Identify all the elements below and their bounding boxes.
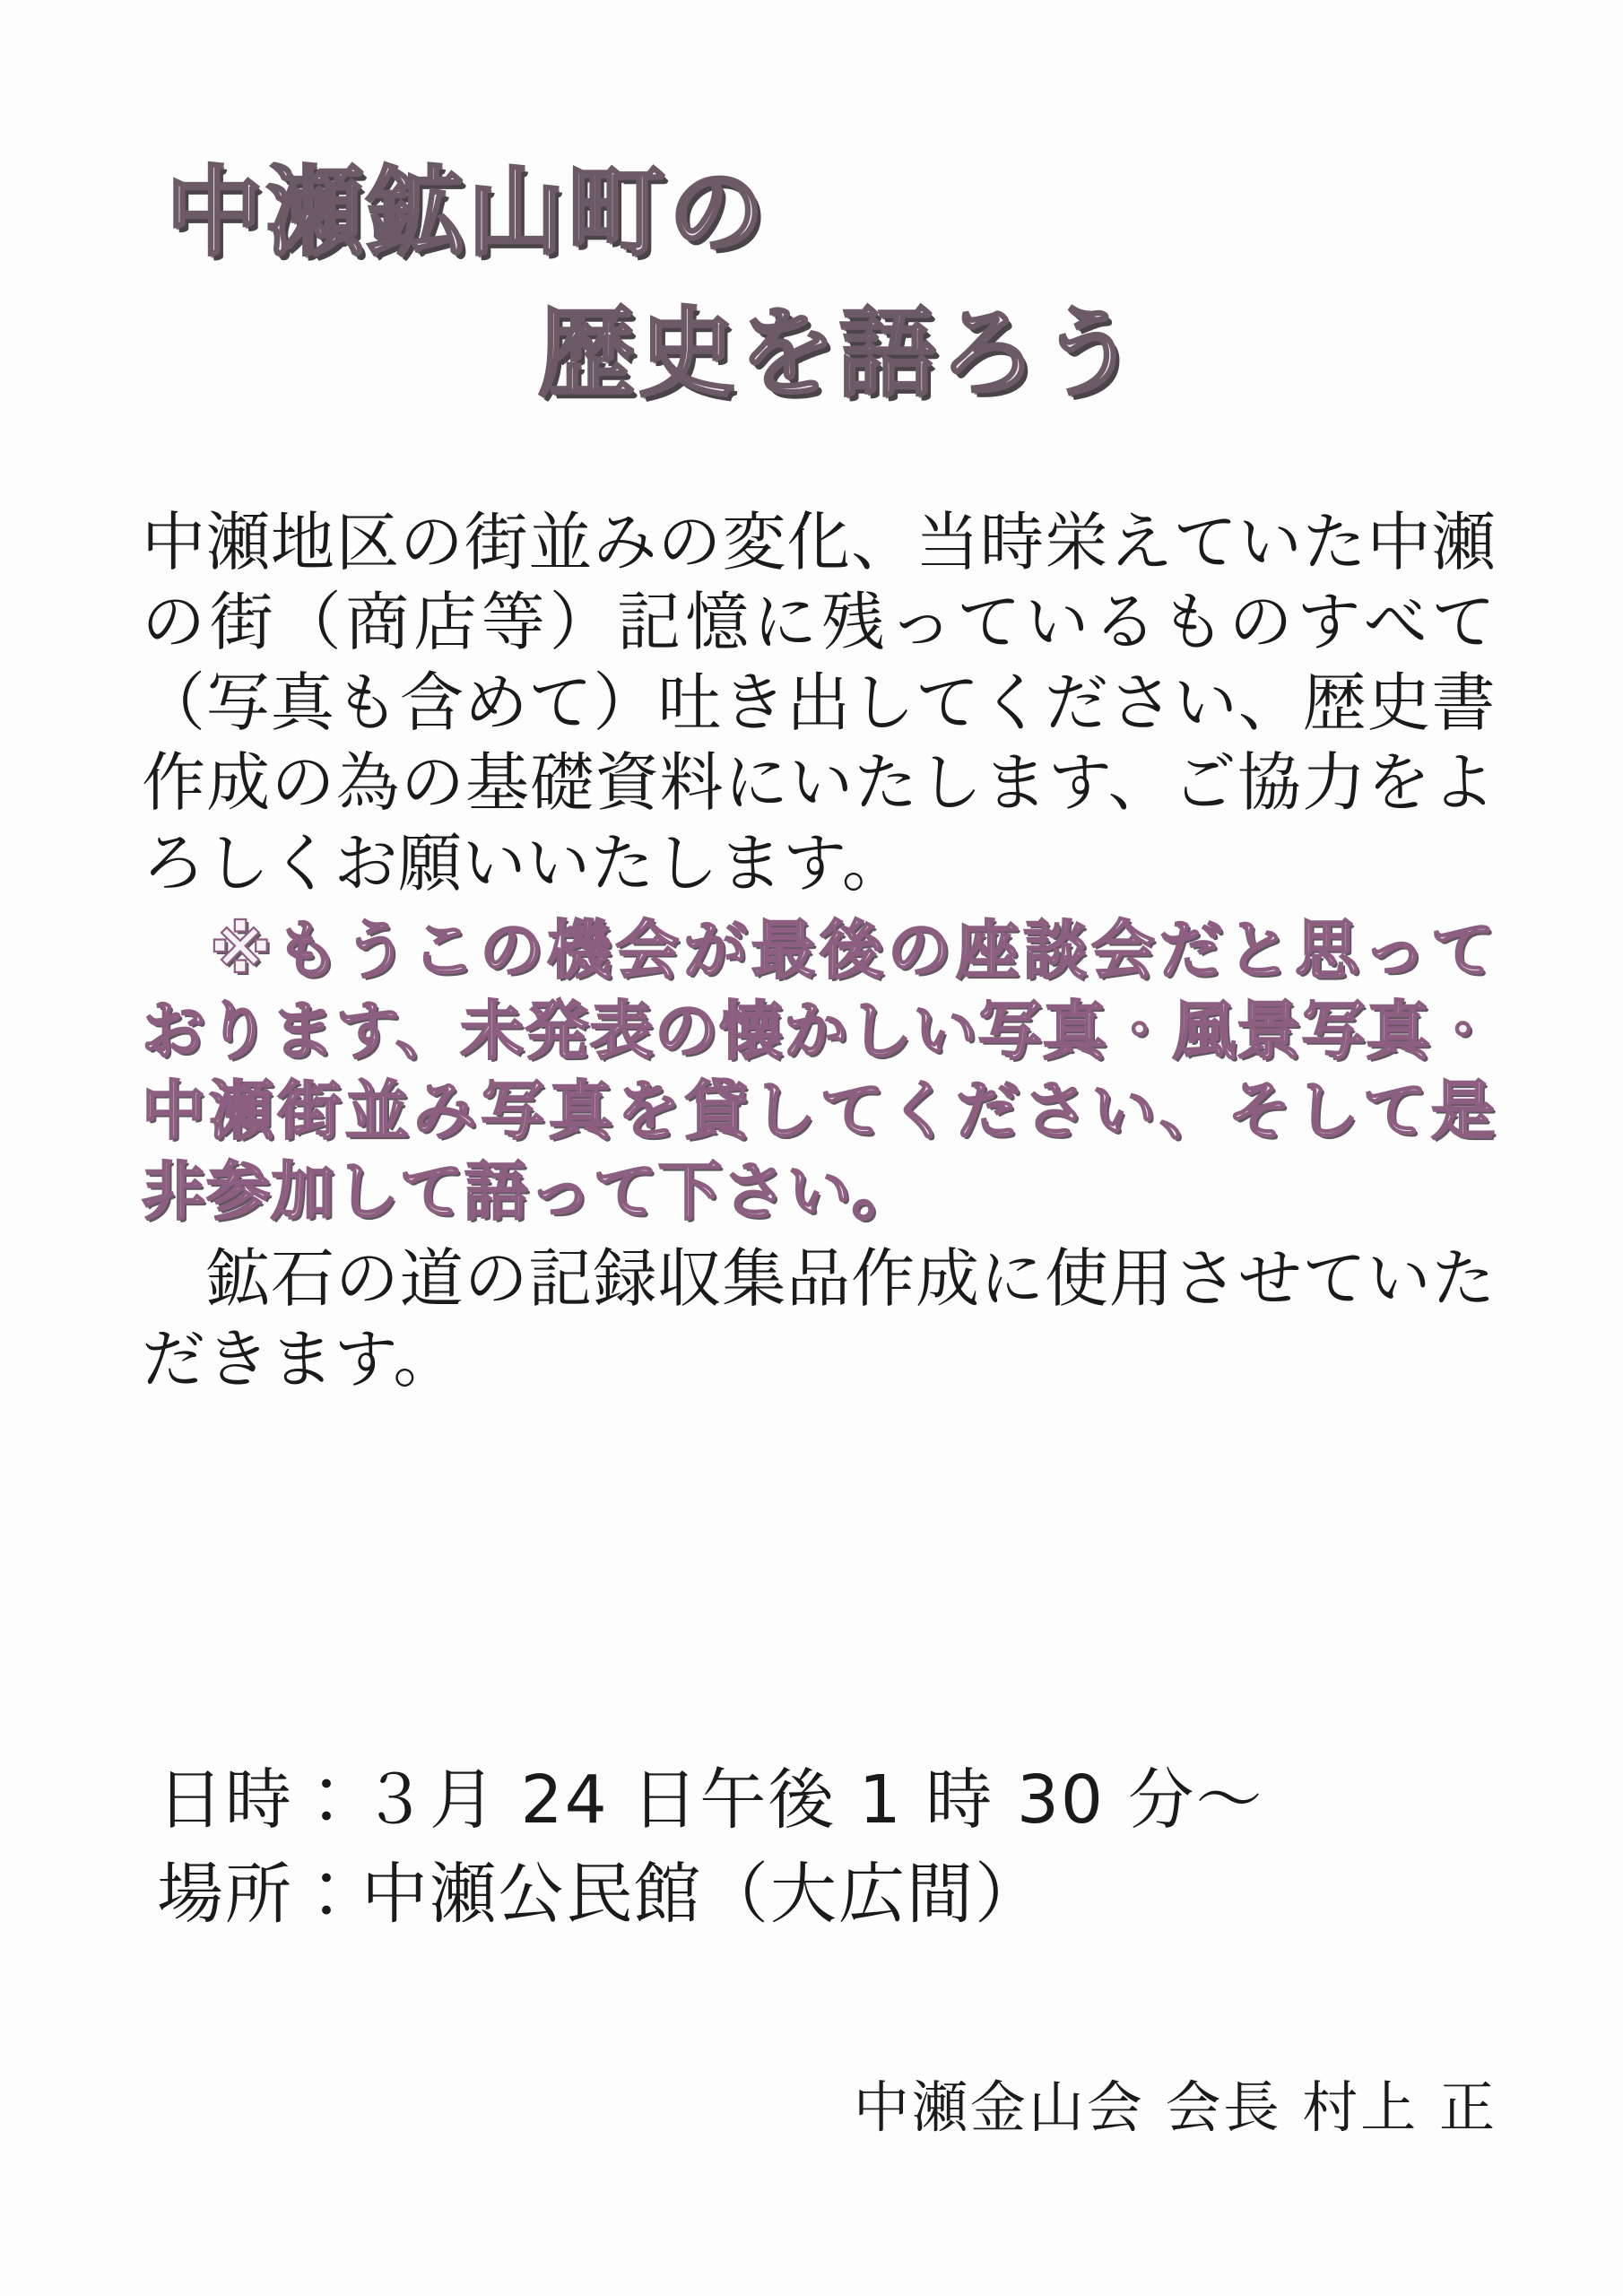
poster-body [142, 502, 1496, 1399]
event-datetime: 日時：３月 24 日午後 1 時 30 分〜 [157, 1761, 1264, 1839]
event-details [157, 1753, 1502, 1942]
event-location: 場所：中瀬公民館（大広間） [157, 1856, 1043, 1934]
title-line-2: 歴史を語ろう [538, 298, 1141, 410]
paragraph-notice: ※もうこの機会が最後の座談会だと思っております、未発表の懐かしい写真・風景写真・中瀬街並み写真を貸してください、そして是非参加して語って下さい。 [142, 913, 1496, 1229]
paragraph-usage: 鉱石の道の記録収集品作成に使用させていただきます。 [142, 1241, 1496, 1396]
title-line-1: 中瀬鉱山町の [166, 157, 769, 269]
paragraph-intro: 中瀬地区の街並みの変化、当時栄えていた中瀬の街（商店等）記憶に残っているものすべて（写真も含めて）吐き出してください、歴史書作成の為の基礎資料にいたします、ご協力をよろしくお願いいたします。 [142, 505, 1496, 900]
poster-title [0, 152, 1623, 414]
organizer-signature: 中瀬金山会 会長 村上 正 [853, 2074, 1497, 2140]
